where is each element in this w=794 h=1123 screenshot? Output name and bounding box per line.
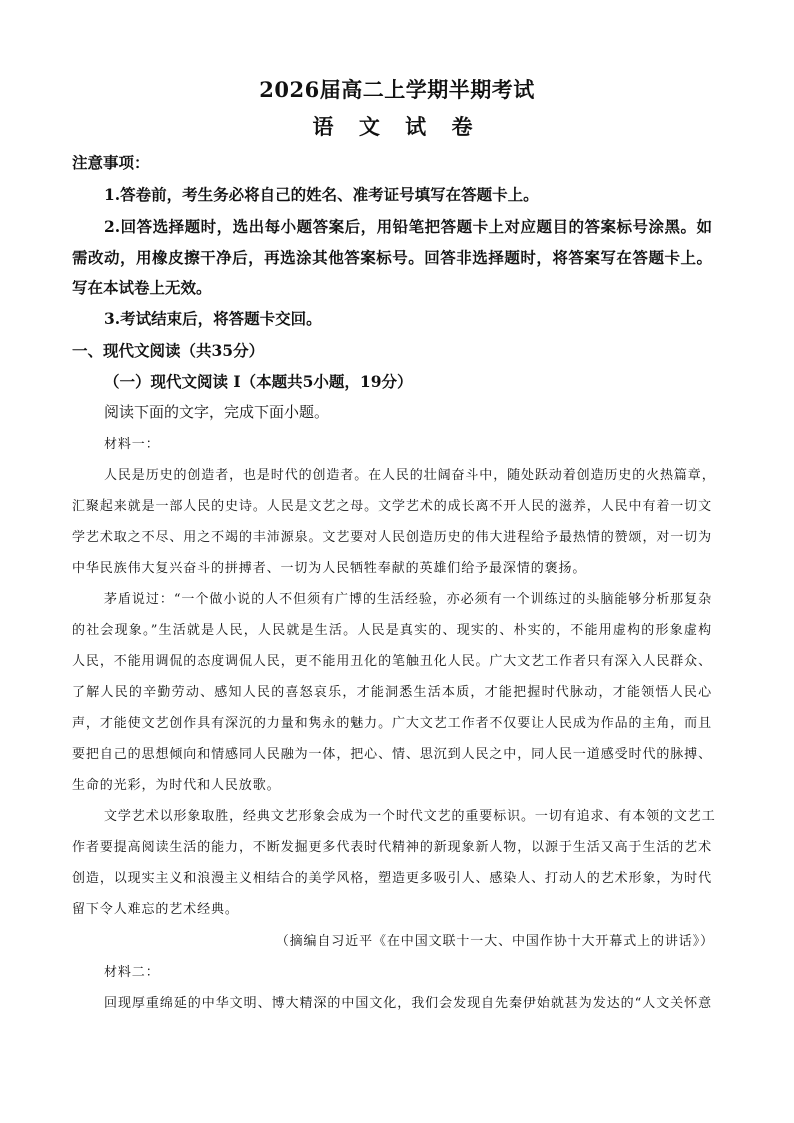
notice-item-2-line-3: 写在本试卷上无效。	[72, 278, 212, 297]
section-1-heading: 一、现代文阅读（共35分）	[72, 341, 265, 360]
notice-heading: 注意事项：	[72, 153, 150, 172]
notice-item-1: 1.答卷前，考生务必将自己的姓名、准考证号填写在答题卡上。	[104, 185, 539, 204]
material-1-p2-line: 人民，不能用调侃的态度调侃人民，更不能用丑化的笔触丑化人民。广大文艺工作者只有深入人民群众、	[72, 654, 712, 669]
material-1-p3-line: 创造，以现实主义和浪漫主义相结合的美学风格，塑造更多吸引人、感染人、打动人的艺术形象，为时代	[72, 871, 712, 886]
material-1-p1-line: 汇聚起来就是一部人民的史诗。人民是文艺之母。文学艺术的成长离不开人民的滋养，人民中有着一切文	[72, 499, 712, 514]
notice-item-2-line-1: 2.回答选择题时，选出每小题答案后，用铅笔把答题卡上对应题目的答案标号涂黑。如	[104, 217, 712, 236]
reading-instruction: 阅读下面的文字，完成下面小题。	[104, 403, 330, 421]
material-2-label: 材料二：	[104, 965, 160, 980]
material-1-p1-line: 人民是历史的创造者，也是时代的创造者。在人民的壮阔奋斗中，随处跃动着创造历史的火热篇章，	[104, 468, 716, 483]
section-1-sub-heading: （一）现代文阅读 Ⅰ（本题共5小题，19分）	[104, 372, 413, 391]
material-1-p3-line: 文学艺术以形象取胜，经典文艺形象会成为一个时代文艺的重要标识。一切有追求、有本领的文艺工	[104, 809, 716, 824]
material-1-p2-line: 茅盾说过：“一个做小说的人不但须有广博的生活经验，亦必须有一个训练过的头脑能够分析那复杂	[104, 592, 712, 607]
exam-title: 2026届高二上学期半期考试	[259, 77, 535, 102]
notice-item-2-line-2: 需改动，用橡皮擦干净后，再选涂其他答案标号。回答非选择题时，将答案写在答题卡上。	[72, 248, 712, 267]
material-1-label: 材料一：	[104, 437, 160, 452]
material-1-source: （摘编自习近平《在中国文联十一大、中国作协十大开幕式上的讲话》）	[275, 934, 714, 949]
material-1-p1-line: 学艺术取之不尽、用之不竭的丰沛源泉。文艺要对人民创造历史的伟大进程给予最热情的赞颂，对一切为	[72, 530, 712, 545]
material-1-p2-line: 了解人民的辛勤劳动、感知人民的喜怒哀乐，才能洞悉生活本质，才能把握时代脉动，才能领悟人民心	[72, 685, 712, 700]
material-2-p1-line: 回现厚重绵延的中华文明、博大精深的中国文化，我们会发现自先秦伊始就甚为发达的“人文关怀意	[104, 996, 712, 1011]
material-1-p2-line: 要把自己的思想倾向和情感同人民融为一体，把心、情、思沉到人民之中，同人民一道感受时代的脉搏、	[72, 747, 712, 762]
notice-item-3: 3.考试结束后，将答题卡交回。	[104, 309, 322, 328]
material-1-p3-line: 留下令人难忘的艺术经典。	[72, 902, 239, 917]
material-1-p1-line: 中华民族伟大复兴奋斗的拼搏者、一切为人民牺牲奉献的英雄们给予最深情的褒扬。	[72, 561, 587, 576]
material-1-p2-line: 声，才能使文艺创作具有深沉的力量和隽永的魅力。广大文艺工作者不仅要让人民成为作品的主角，而且	[72, 716, 712, 731]
material-1-p3-line: 作者要提高阅读生活的能力，不断发掘更多代表时代精神的新现象新人物，以源于生活又高于生活的艺术	[72, 840, 712, 855]
subject-title: 语 文 试 卷	[312, 114, 482, 139]
material-1-p2-line: 的社会现象。”生活就是人民，人民就是生活。人民是真实的、现实的、朴实的，不能用虚构的形象虚构	[72, 623, 712, 638]
material-1-p2-line: 生命的光彩，为时代和人民放歌。	[72, 778, 281, 793]
